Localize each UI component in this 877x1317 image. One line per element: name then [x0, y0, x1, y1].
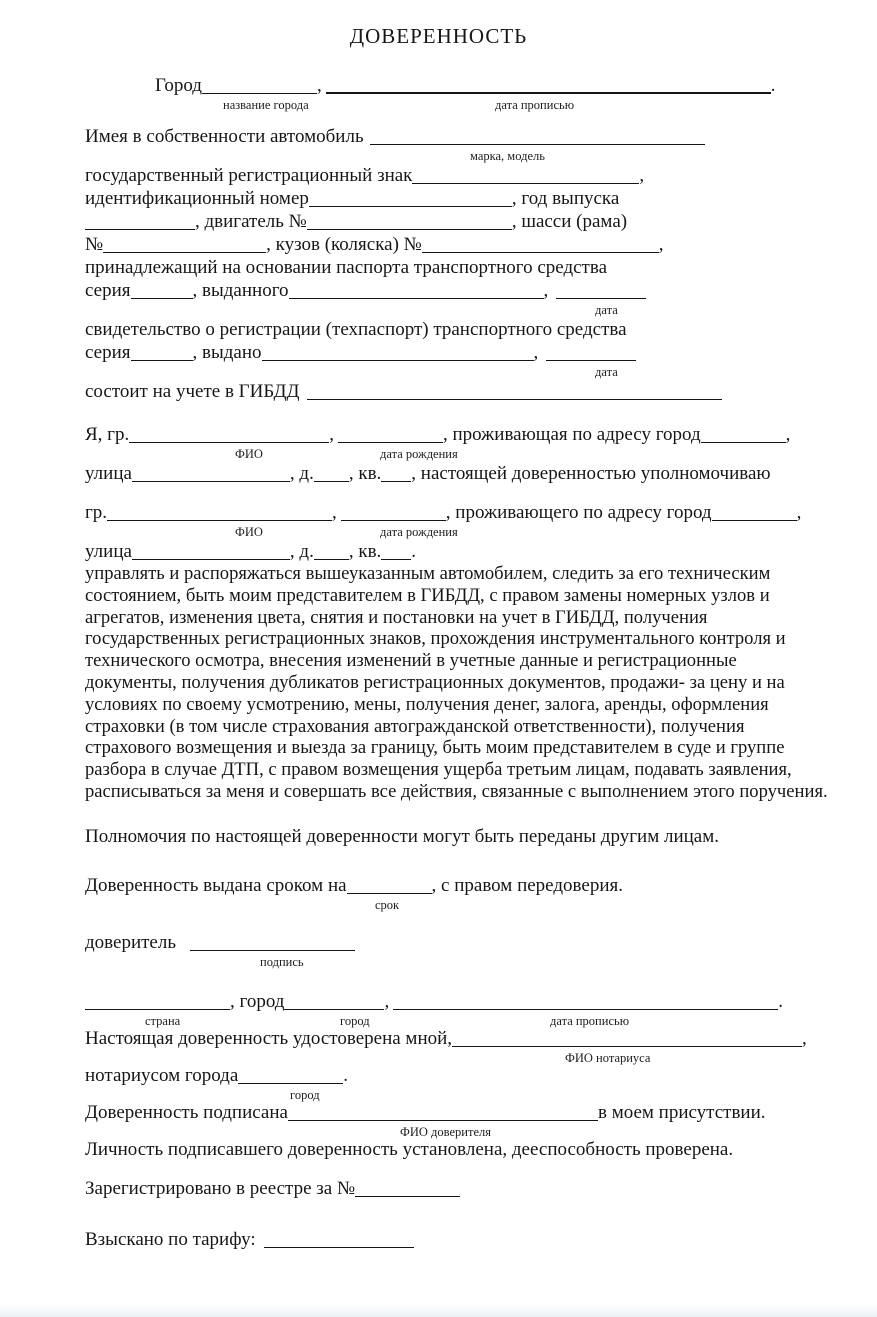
principal-line — [85, 423, 792, 446]
notary-location-hints — [85, 1013, 792, 1027]
signed-line — [85, 1101, 792, 1124]
comma: , — [332, 502, 337, 523]
comma: , — [802, 1027, 807, 1049]
vehicle-make-hints — [85, 148, 792, 164]
term-post: , с правом передоверия. — [431, 874, 623, 896]
principal-pre: Я, гр. — [85, 424, 130, 445]
comma: , — [384, 990, 390, 1012]
hint-notary-of-city: город — [290, 1087, 320, 1102]
powers-line: агрегатов, изменения цвета, снятия и постановки на учет в ГИБДД, получения — [85, 606, 708, 628]
blank-reg-plate — [412, 167, 639, 184]
vehicle-make-line — [85, 125, 792, 148]
blank-term — [347, 877, 432, 894]
principal-hints — [85, 446, 792, 462]
comma: , — [796, 502, 802, 523]
attorney-street-line — [85, 540, 792, 563]
blank-principal-city — [701, 426, 786, 443]
sts-series-label: серия — [85, 342, 131, 363]
year-label: , год выпуска — [511, 188, 620, 209]
grantor-label: доверитель — [85, 931, 177, 953]
sts-title-line: свидетельство о регистрации (техпаспорт) транспортного средства — [85, 319, 627, 340]
comma: , — [658, 234, 664, 255]
registry-label: Зарегистрировано в реестре за № — [85, 1177, 356, 1199]
blank-principal-flat — [381, 465, 411, 482]
flat-label: , кв. — [348, 463, 382, 484]
grantor-signature-line — [85, 931, 792, 954]
hint-grantor-name: ФИО доверителя — [400, 1124, 491, 1139]
blank-year — [85, 213, 195, 230]
house-label: , д. — [289, 541, 314, 562]
chassis-number-sign: № — [85, 234, 104, 255]
hint-country: страна — [145, 1013, 181, 1028]
blank-attorney-name — [107, 504, 332, 521]
blank-attorney-birth — [341, 504, 446, 521]
bottom-scan-tint — [0, 1305, 877, 1317]
hint-notary-date: дата прописью — [550, 1013, 630, 1028]
certified-line — [85, 1027, 807, 1050]
comma: , — [316, 75, 322, 96]
sts-series-line — [85, 341, 792, 364]
blank-engine — [307, 213, 512, 230]
signed-hints — [85, 1124, 792, 1138]
hint-make-model: марка, модель — [470, 149, 545, 163]
blank-notary-name — [452, 1030, 802, 1047]
chassis-label: , шасси (рама) — [511, 211, 628, 232]
term-line — [85, 874, 792, 897]
blank-chassis — [103, 236, 266, 253]
notary-of-city-hints — [85, 1087, 792, 1101]
street-label: улица — [85, 541, 132, 562]
blank-attorney-city — [712, 504, 797, 521]
blank-make-model — [370, 128, 705, 145]
attorney-pre: гр. — [85, 502, 108, 523]
hint-sts-date: дата — [595, 365, 618, 379]
period: . — [770, 75, 776, 96]
reg-plate-label: государственный регистрационный знак — [85, 165, 413, 186]
engine-chassis-line — [85, 210, 792, 233]
blank-vin — [309, 190, 512, 207]
identity-line: Личность подписавшего доверенность установлена, дееспособность проверена. — [85, 1138, 734, 1160]
blank-notary-date — [393, 993, 778, 1010]
notary-of-city-line — [85, 1064, 792, 1087]
blank-sts-series — [131, 344, 193, 361]
blank-body — [422, 236, 659, 253]
principal-street-line — [85, 462, 792, 485]
blank-principal-house — [314, 465, 349, 482]
pts-ownership-line: принадлежащий на основании паспорта транспортного средства — [85, 257, 607, 278]
comma: , — [329, 424, 334, 445]
pts-series-line — [85, 279, 792, 302]
attorney-mid: , проживающего по адресу город — [445, 502, 712, 523]
blank-grantor-signature — [190, 934, 355, 951]
powers-line: расписываться за меня и совершать все действия, связанные с выполнением этого поручения. — [85, 780, 828, 802]
tariff-label: Взыскано по тарифу: — [85, 1228, 256, 1250]
hint-city-name: название города — [223, 98, 309, 112]
city-date-hints — [85, 97, 792, 113]
blank-signed-name — [288, 1104, 598, 1121]
blank-date-words — [326, 76, 771, 94]
hint-date-words: дата прописью — [495, 98, 575, 112]
powers-line: страховки (в том числе страхования автогражданской ответственности), получения — [85, 715, 745, 737]
hint-principal-birth: дата рождения — [380, 447, 458, 461]
blank-attorney-house — [314, 543, 349, 560]
signed-pre: Доверенность подписана — [85, 1101, 288, 1123]
powers-line: государственных регистрационных знаков, прохождения инструментального контроля и — [85, 628, 786, 650]
period: . — [343, 1064, 349, 1086]
certified-label: Настоящая доверенность удостоверена мной, — [85, 1027, 453, 1049]
vin-label: идентификационный номер — [85, 188, 309, 209]
blank-attorney-street — [132, 543, 290, 560]
blank-principal-name — [129, 426, 329, 443]
pts-series-label: серия — [85, 280, 131, 301]
blank-sts-issuer — [262, 344, 534, 361]
pts-date-hints — [85, 302, 792, 318]
blank-attorney-flat — [381, 543, 411, 560]
hint-notary-name: ФИО нотариуса — [565, 1050, 651, 1065]
gibdd-label: состоит на учете в ГИБДД — [85, 381, 300, 402]
certified-hints — [85, 1050, 792, 1064]
hint-attorney-name: ФИО — [235, 525, 263, 539]
house-label: , д. — [289, 463, 314, 484]
blank-notary-of-city — [238, 1067, 343, 1084]
period: . — [778, 990, 783, 1012]
comma: , — [543, 280, 549, 301]
grantor-hints — [85, 954, 792, 970]
flat-label: , кв. — [348, 541, 382, 562]
powers-line: документы, получения дубликатов регистрационных документов, продажи- за цену и на — [85, 671, 785, 693]
vehicle-make-label: Имея в собственности автомобиль — [85, 126, 364, 147]
hint-attorney-birth: дата рождения — [380, 525, 458, 539]
street-label: улица — [85, 463, 132, 484]
principal-tail: , настоящей доверенностью уполномочиваю — [411, 463, 771, 484]
powers-line: страхового возмещения и выезда за границу, быть моим представителем в суде и группе — [85, 737, 785, 759]
period: . — [411, 541, 417, 562]
blank-pts-series — [131, 282, 193, 299]
body-line — [85, 233, 792, 256]
vin-year-line — [85, 187, 792, 210]
hint-signature: подпись — [260, 954, 304, 969]
blank-pts-date — [556, 282, 646, 299]
engine-label: , двигатель № — [195, 211, 307, 232]
term-pre: Доверенность выдана сроком на — [85, 874, 347, 896]
attorney-line — [85, 501, 802, 524]
pts-issued-label: , выданного — [192, 280, 289, 301]
powers-line: условиях по своему усмотрению, мены, получения денег, залога, аренды, оформления — [85, 693, 769, 715]
blank-registry-number — [355, 1180, 460, 1197]
registry-line — [85, 1177, 792, 1200]
body-label: , кузов (коляска) № — [266, 234, 422, 255]
hint-pts-date: дата — [595, 303, 618, 317]
blank-notary-city — [284, 993, 384, 1010]
comma: , — [639, 165, 645, 186]
city-date-line — [155, 74, 792, 97]
blank-gibdd — [307, 383, 722, 400]
comma: , — [785, 424, 791, 445]
powers-paragraph — [85, 563, 828, 803]
signed-post: в моем присутствии. — [597, 1101, 766, 1123]
powers-line: разбора в случае ДТП, с правом возмещения ущерба третьим лицам, подавать заявления, — [85, 759, 792, 781]
attorney-hints — [85, 524, 792, 540]
comma: , — [533, 342, 539, 363]
blank-tariff — [264, 1231, 414, 1248]
document-title: ДОВЕРЕННОСТЬ — [349, 24, 528, 48]
tariff-line — [85, 1228, 792, 1251]
blank-principal-birth — [338, 426, 443, 443]
blank-pts-issuer — [289, 282, 544, 299]
powers-line: состоянием, быть моим представителем в ГИБДД, с правом замены номерных узлов и — [85, 584, 770, 606]
term-hints — [85, 897, 792, 913]
gibdd-line — [85, 380, 792, 403]
blank-sts-date — [546, 344, 636, 361]
sts-issued-label: , выдано — [192, 342, 262, 363]
powers-line: технического осмотра, внесения изменений в учетные данные и регистрационные — [85, 650, 737, 672]
hint-notary-city: город — [340, 1013, 370, 1028]
notary-city-label: , город — [230, 990, 285, 1012]
blank-city-name — [202, 77, 317, 94]
principal-mid: , проживающая по адресу город — [442, 424, 701, 445]
blank-principal-street — [132, 465, 290, 482]
notary-location-line — [85, 990, 792, 1013]
powers-line: управлять и распоряжаться вышеуказанным автомобилем, следить за его техническим — [85, 563, 771, 584]
blank-country — [85, 993, 230, 1010]
hint-principal-name: ФИО — [235, 447, 263, 461]
reg-plate-line — [85, 164, 792, 187]
transfer-line: Полномочия по настоящей доверенности могут быть переданы другим лицам. — [85, 825, 719, 847]
city-label: Город — [155, 75, 202, 96]
sts-date-hints — [85, 364, 792, 380]
hint-term: срок — [375, 897, 400, 912]
notary-of-city-label: нотариусом города — [85, 1064, 239, 1086]
